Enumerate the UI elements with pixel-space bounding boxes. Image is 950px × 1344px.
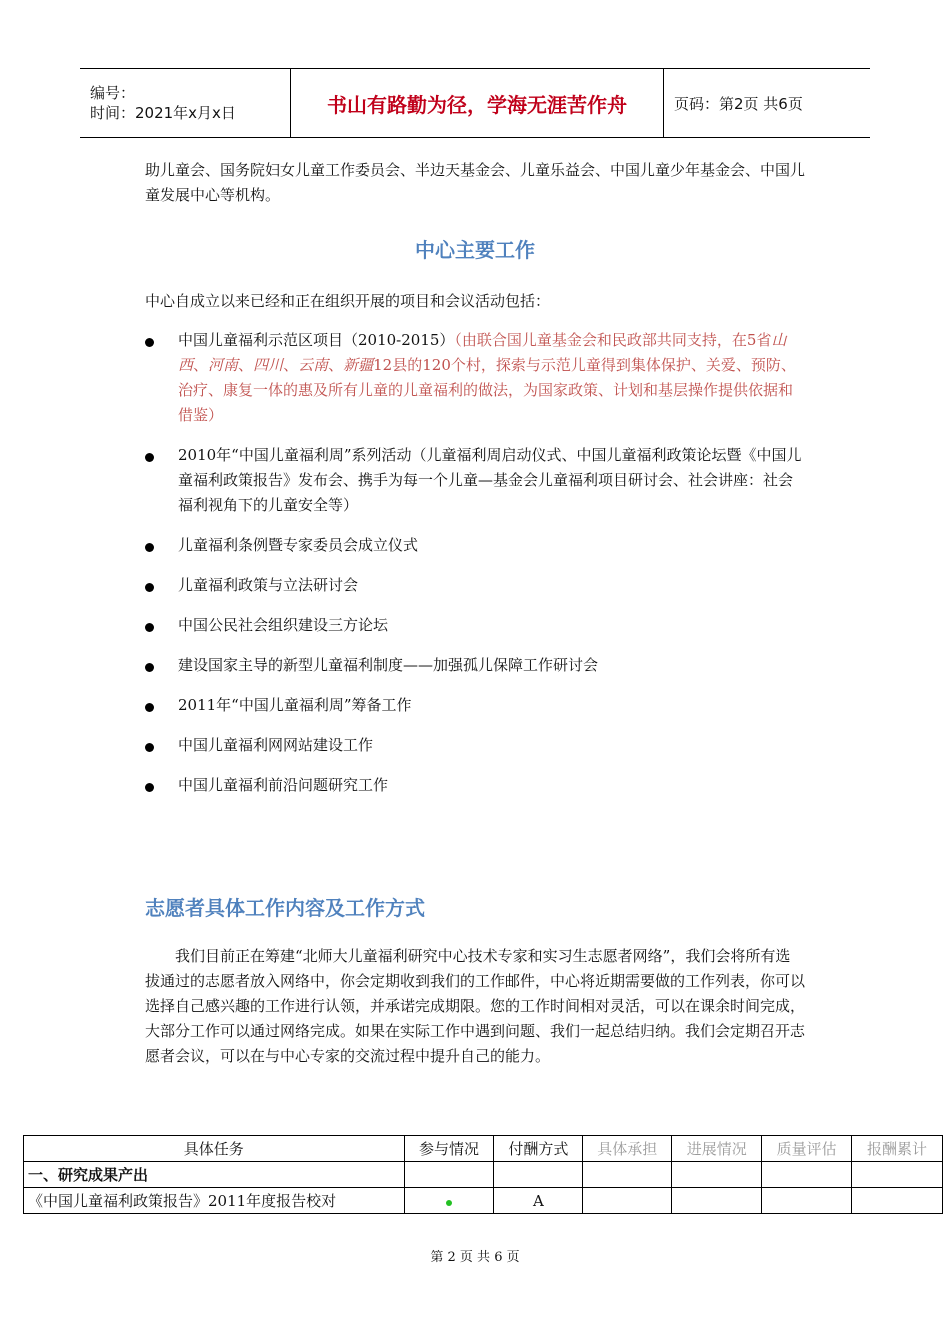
header-motto [291, 69, 664, 137]
task-table [23, 1135, 943, 1214]
participation-dot-icon [446, 1200, 452, 1206]
list-item [145, 733, 805, 758]
section-lead: 中心自成立以来已经和正在组织开展的项目和会议活动包括： [145, 292, 551, 310]
document-header [80, 68, 870, 138]
bullet-icon [145, 783, 154, 792]
task-cell: 《中国儿童福利政策报告》2011年度报告校对 [24, 1188, 405, 1214]
participation-cell [404, 1188, 494, 1214]
motto-text: 书山有路勤为径，学海无涯苦作舟 [327, 92, 627, 117]
bullet-icon [145, 743, 154, 752]
bullet-icon [145, 663, 154, 672]
list-item-text: 2010年“中国儿童福利周”系列活动（儿童福利周启动仪式、中国儿童福利政策论坛暨《中国儿童福利政策报告》发布会、携手为每一个儿童—基金会儿童福利项目研讨会、社会讲座：社会福利视角下的儿童安全等） [178, 446, 802, 514]
list-item [145, 653, 805, 678]
page-label: 页码：第2页 共6页 [674, 94, 803, 113]
column-header: 参与情况 [404, 1136, 494, 1162]
column-header: 进展情况 [672, 1136, 762, 1162]
header-meta [80, 69, 291, 137]
list-item-text: 建设国家主导的新型儿童福利制度——加强孤儿保障工作研讨会 [178, 656, 599, 674]
item-note: （由联合国儿童基金会和民政部共同支持，在5省山西、河南、四川、云南、新疆12县的120个村，探索与示范儿童得到集体保护、关爱、预防、治疗、康复一体的惠及所有儿童的儿童福利的做法，为国家政策、计划和基层操作提供依据和借鉴） [178, 331, 796, 424]
list-item-text: 儿童福利政策与立法研讨会 [178, 576, 359, 594]
list-item [145, 613, 805, 638]
item-main: 中国儿童福利示范区项目（2010-2015） [178, 331, 455, 349]
header-page-info [664, 69, 870, 137]
bullet-icon [145, 583, 154, 592]
section-title-volunteer: 志愿者具体工作内容及工作方式 [145, 896, 425, 920]
section-title-main-work: 中心主要工作 [415, 238, 535, 262]
list-item [145, 693, 805, 718]
list-item [145, 328, 805, 428]
list-item-text: 2011年“中国儿童福利周”筹备工作 [178, 696, 412, 714]
payment-cell: A [494, 1188, 583, 1214]
list-item [145, 773, 805, 798]
list-item-text: 中国公民社会组织建设三方论坛 [178, 616, 389, 634]
list-item-text: 中国儿童福利前沿问题研究工作 [178, 776, 389, 794]
list-item [145, 443, 805, 518]
bullet-icon [145, 543, 154, 552]
bullet-icon [145, 338, 154, 347]
column-header: 质量评估 [762, 1136, 852, 1162]
list-item [145, 573, 805, 598]
column-header: 报酬累计 [852, 1136, 943, 1162]
bullet-icon [145, 453, 154, 462]
table-row [24, 1188, 943, 1214]
bullet-icon [145, 623, 154, 632]
list-item-text: 儿童福利条例暨专家委员会成立仪式 [178, 536, 419, 554]
bullet-icon [145, 703, 154, 712]
list-item-text [178, 328, 805, 428]
column-header: 具体承担 [583, 1136, 672, 1162]
list-item [145, 533, 805, 558]
table-header-row [24, 1136, 943, 1162]
section-row-label: 一、研究成果产出 [24, 1162, 405, 1188]
list-item-text: 中国儿童福利网网站建设工作 [178, 736, 374, 754]
document-date: 时间：2021年x月x日 [90, 104, 236, 122]
intro-continuation: 助儿童会、国务院妇女儿童工作委员会、半边天基金会、儿童乐益会、中国儿童少年基金会、中国儿童发展中心等机构。 [145, 161, 806, 204]
volunteer-body: 我们目前正在筹建“北师大儿童福利研究中心技术专家和实习生志愿者网络”，我们会将所有选拔通过的志愿者放入网络中，你会定期收到我们的工作邮件，中心将近期需要做的工作列表，你可以选择自己感兴趣的工作进行认领，并承诺完成期限。您的工作时间相对灵活，可以在课余时间完成，大部分工作可以通过网络完成。如果在实际工作中遇到问题、我们一起总结归纳。我们会定期召开志愿者会议，可以在与中心专家的交流过程中提升自己的能力。 [145, 947, 806, 1065]
document-number-label: 编号： [90, 84, 136, 102]
column-header: 具体任务 [24, 1136, 405, 1162]
table-row [24, 1162, 943, 1188]
column-header: 付酬方式 [494, 1136, 583, 1162]
page-footer: 第 2 页 共 6 页 [430, 1250, 520, 1265]
